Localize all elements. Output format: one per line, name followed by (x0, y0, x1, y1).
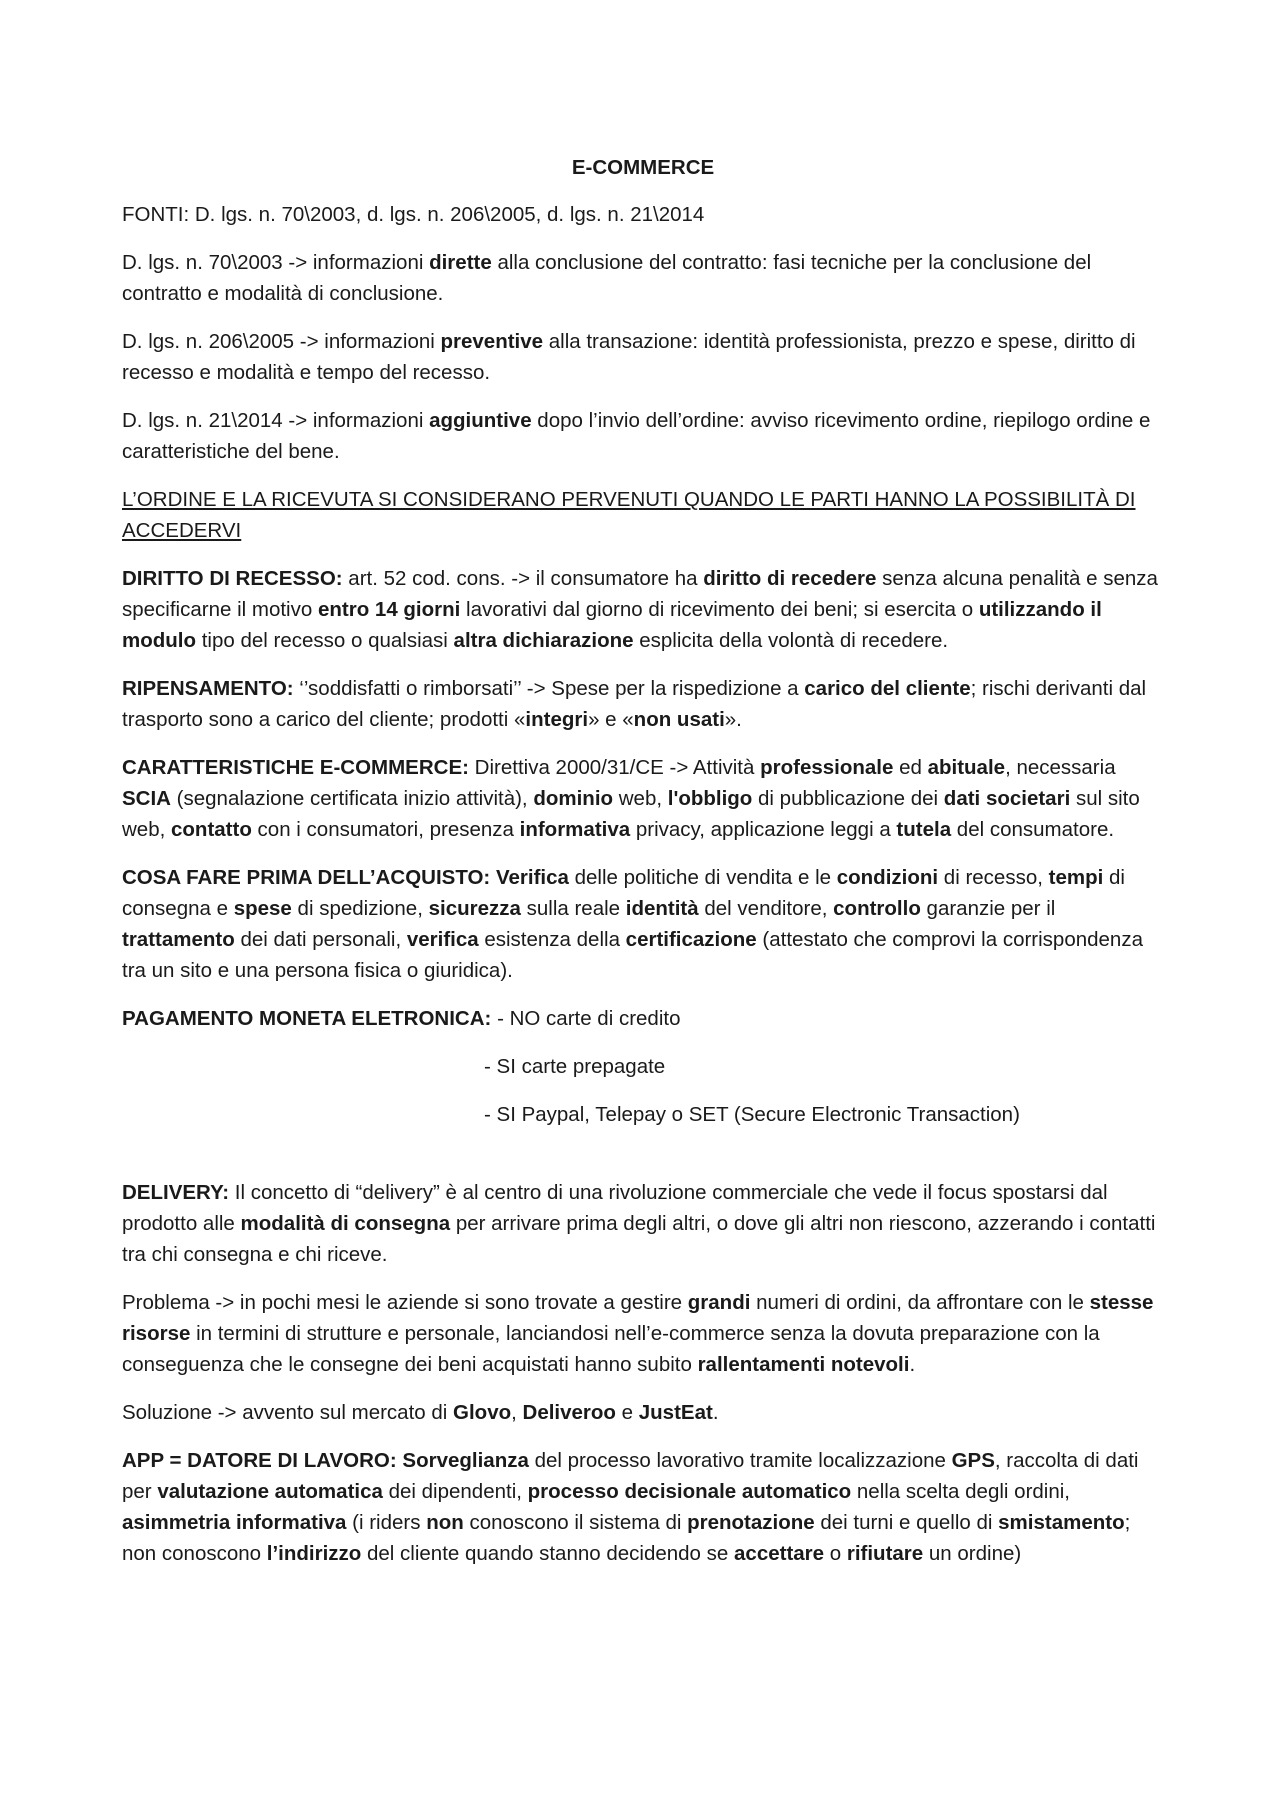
text-run: L’ORDINE E LA RICEVUTA SI CONSIDERANO PERVENUTI QUANDO LE PARTI HANNO LA POSSIBILITÀ DI ACCEDERVI (122, 488, 1136, 542)
bold-text: Verifica (495, 866, 569, 889)
text-run: ; rischi derivanti dal trasporto sono a carico del cliente; prodotti « (122, 677, 1147, 731)
paragraph (122, 1397, 1164, 1428)
text-run: alla transazione: identità professionista, prezzo e spese, diritto di recesso e modalità e tempo del recesso. (122, 330, 1136, 384)
text-run: sul sito web, (122, 787, 1140, 841)
bold-text: Deliveroo (522, 1401, 616, 1424)
text-run: privacy, applicazione leggi a (630, 818, 897, 841)
bold-text: asimmetria informativa (122, 1511, 347, 1534)
bold-text: JustEat (638, 1401, 713, 1424)
bold-text: integri (525, 708, 589, 731)
text-run: , (511, 1401, 523, 1424)
text-run: dei dati personali, (234, 928, 407, 951)
text-run: D. lgs. n. 70\2003 -> informazioni (122, 251, 430, 274)
text-run: di spedizione, (291, 897, 429, 920)
bold-text: rallentamenti notevoli (697, 1353, 910, 1376)
bold-text: GPS (951, 1449, 995, 1472)
text-run: e (615, 1401, 639, 1424)
text-run: esistenza della (478, 928, 626, 951)
bold-text: Glovo (453, 1401, 512, 1424)
paragraph (122, 1177, 1164, 1270)
text-run: (i riders (346, 1511, 427, 1534)
text-run: (attestato che comprovi la corrispondenza tra un sito e una persona fisica o giuridica). (122, 928, 1143, 982)
text-run: web, (613, 787, 668, 810)
paragraph (122, 563, 1164, 656)
bold-text: trattamento (122, 928, 235, 951)
bold-text: smistamento (998, 1511, 1125, 1534)
text-run: del venditore, (698, 897, 834, 920)
bold-text: sicurezza (428, 897, 521, 920)
text-run: ». (724, 708, 742, 731)
text-run: Soluzione -> avvento sul mercato di (122, 1401, 454, 1424)
bold-text: modalità di consegna (240, 1212, 451, 1235)
bold-text: condizioni (836, 866, 939, 889)
text-run: ‘’soddisfatti o rimborsati’’ -> Spese per la rispedizione a (293, 677, 805, 700)
bold-text: aggiuntive (429, 409, 532, 432)
bold-text: contatto (171, 818, 252, 841)
paragraph (122, 326, 1164, 388)
blank-line (122, 1147, 1164, 1177)
text-run: Direttiva 2000/31/CE -> Attività (468, 756, 761, 779)
text-run: dei dipendenti, (382, 1480, 528, 1503)
document-body (122, 152, 1164, 1586)
bold-text: spese (233, 897, 292, 920)
text-run: per arrivare prima degli altri, o dove gli altri non riescono, azzerando i contatti tra chi consegna e chi riceve. (122, 1212, 1156, 1266)
bold-text: accettare (734, 1542, 825, 1565)
text-run: D. lgs. n. 21\2014 -> informazioni (122, 409, 430, 432)
text-run: conoscono il sistema di (463, 1511, 688, 1534)
paragraph (122, 247, 1164, 309)
text-run: . (712, 1401, 719, 1424)
bold-text: RIPENSAMENTO: (122, 677, 294, 700)
bold-text: utilizzando il modulo (122, 598, 1102, 652)
text-run: senza alcuna penalità e senza specificarne il motivo (122, 567, 1158, 621)
text-run: , necessaria (1005, 756, 1116, 779)
text-run: numeri di ordini, da affrontare con le (750, 1291, 1090, 1314)
bold-text: professionale (760, 756, 894, 779)
bold-text: l’indirizzo (266, 1542, 362, 1565)
text-run: del consumatore. (951, 818, 1115, 841)
bold-text: valutazione automatica (157, 1480, 383, 1503)
text-run: con i consumatori, presenza (251, 818, 520, 841)
text-run: esplicita della volontà di recedere. (633, 629, 949, 652)
payment-line (122, 1003, 1164, 1034)
bold-text: grandi (687, 1291, 751, 1314)
paragraph (122, 1445, 1164, 1569)
bold-text: controllo (833, 897, 921, 920)
text-run: di pubblicazione dei (752, 787, 944, 810)
paragraph (122, 1287, 1164, 1380)
paragraph (122, 405, 1164, 467)
text-run: in termini di strutture e personale, lanciandosi nell’e-commerce senza la dovuta preparazione con la conseguenza che le consegne dei beni acquistati hanno subito (122, 1322, 1100, 1376)
text-run: » e « (588, 708, 634, 731)
bold-text: verifica (406, 928, 479, 951)
bold-text: diritto di recedere (703, 567, 877, 590)
bold-text: DELIVERY: (122, 1181, 230, 1204)
bold-text: non (426, 1511, 464, 1534)
bold-text: APP = DATORE DI LAVORO: (122, 1449, 397, 1472)
paragraph (122, 752, 1164, 845)
payment-item: - NO carte di credito (491, 1007, 681, 1030)
text-run: di consegna e (122, 866, 1125, 920)
bold-text: dirette (429, 251, 492, 274)
bold-text: rifiutare (846, 1542, 924, 1565)
bold-text: stesse risorse (122, 1291, 1154, 1345)
text-run: dopo l’invio dell’ordine: avviso ricevimento ordine, riepilogo ordine e caratteristiche del bene. (122, 409, 1151, 463)
text-run: o (824, 1542, 847, 1565)
bold-text: certificazione (625, 928, 757, 951)
bold-text: tempi (1048, 866, 1104, 889)
bold-text: Sorveglianza (402, 1449, 529, 1472)
page-title: E-COMMERCE (571, 156, 715, 179)
bold-text: tutela (896, 818, 952, 841)
text-run: . (909, 1353, 916, 1376)
text-run: sulla reale (520, 897, 626, 920)
payment-item: - SI Paypal, Telepay o SET (Secure Electronic Transaction) (484, 1103, 1020, 1126)
payment-block (122, 1003, 1164, 1130)
text-run: nella scelta degli ordini, (851, 1480, 1070, 1503)
text-run: FONTI: D. lgs. n. 70\2003, d. lgs. n. 206\2005, d. lgs. n. 21\2014 (122, 203, 705, 226)
text-run: di recesso, (938, 866, 1049, 889)
text-run: ed (893, 756, 928, 779)
section-delivery (122, 1177, 1164, 1569)
bold-text: DIRITTO DI RECESSO: (122, 567, 343, 590)
bold-text: identità (625, 897, 699, 920)
text-run: dei turni e quello di (814, 1511, 999, 1534)
text-run: del cliente quando stanno decidendo se (361, 1542, 735, 1565)
bold-text: CARATTERISTICHE E-COMMERCE: (122, 756, 469, 779)
paragraph (122, 199, 1164, 230)
text-run: , raccolta di dati per (122, 1449, 1139, 1503)
text-run: Problema -> in pochi mesi le aziende si sono trovate a gestire (122, 1291, 688, 1314)
text-run: ; non conoscono (122, 1511, 1131, 1565)
bold-text: dominio (533, 787, 614, 810)
bold-text: prenotazione (687, 1511, 815, 1534)
text-run: (segnalazione certificata inizio attività), (170, 787, 534, 810)
paragraph (122, 484, 1164, 546)
text-run: lavorativi dal giorno di ricevimento dei beni; si esercita o (460, 598, 979, 621)
paragraph (122, 673, 1164, 735)
text-run: alla conclusione del contratto: fasi tecniche per la conclusione del contratto e modalità di conclusione. (122, 251, 1092, 305)
bold-text: abituale (927, 756, 1006, 779)
text-run: delle politiche di vendita e le (568, 866, 837, 889)
paragraph (122, 862, 1164, 986)
bold-text: non usati (633, 708, 725, 731)
text-run: art. 52 cod. cons. -> il consumatore ha (342, 567, 704, 590)
section-sources-rights (122, 199, 1164, 986)
text-run: Il concetto di “delivery” è al centro di una rivoluzione commerciale che vede il focus spostarsi dal prodotto alle (122, 1181, 1108, 1235)
bold-text: l'obbligo (667, 787, 753, 810)
text-run: un ordine) (923, 1542, 1022, 1565)
bold-text: entro 14 giorni (317, 598, 461, 621)
text-run: D. lgs. n. 206\2005 -> informazioni (122, 330, 441, 353)
bold-text: preventive (440, 330, 544, 353)
bold-text: altra dichiarazione (453, 629, 634, 652)
bold-text: dati societari (943, 787, 1071, 810)
bold-text: carico del cliente (804, 677, 971, 700)
text-run: del processo lavorativo tramite localizzazione (528, 1449, 952, 1472)
payment-item: - SI carte prepagate (484, 1055, 666, 1078)
text-run: tipo del recesso o qualsiasi (196, 629, 454, 652)
bold-text: SCIA (122, 787, 171, 810)
text-run: garanzie per il (920, 897, 1056, 920)
bold-text: processo decisionale automatico (527, 1480, 852, 1503)
payment-label: PAGAMENTO MONETA ELETRONICA: (122, 1007, 492, 1030)
bold-text: informativa (519, 818, 631, 841)
bold-text: COSA FARE PRIMA DELL’ACQUISTO: (122, 866, 491, 889)
